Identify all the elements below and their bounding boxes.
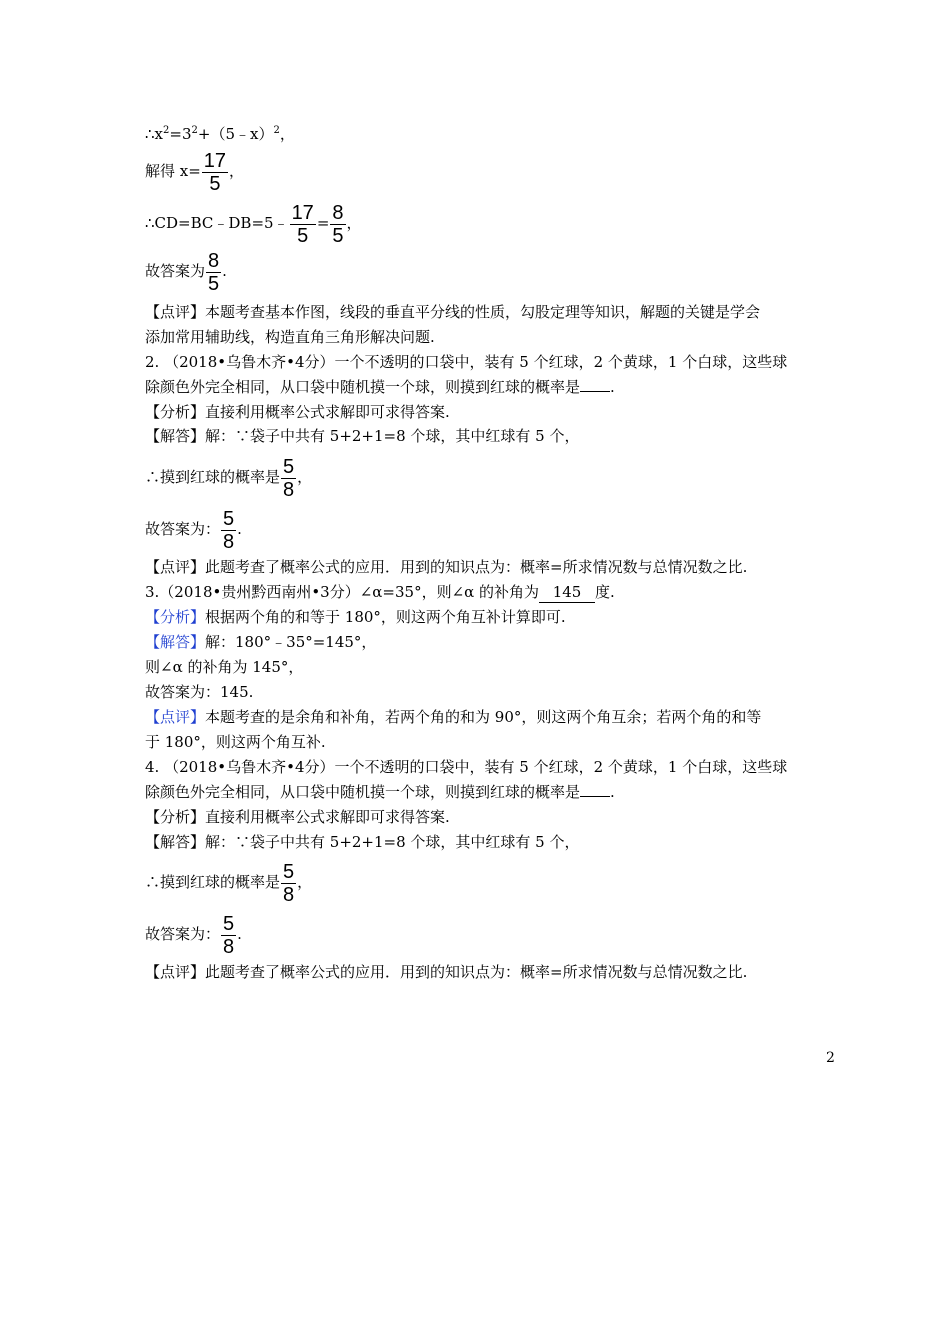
question-stem: 2. （2018•乌鲁木齐•4分）一个不透明的口袋中，装有 5 个红球，2 个黄球，1 个白球，这些球 <box>145 353 788 371</box>
equation-pythagoras: $\therefore x^2=3^2+(5﹣x)^2$， <box>145 125 295 143</box>
fraction: $\frac{17}{5}$ <box>203 149 227 195</box>
answer-line: 故答案为： $\frac{5}{8}$ . <box>145 507 242 553</box>
fraction: $\frac{5}{8}$ <box>223 912 235 958</box>
page-number: 2 <box>826 1050 835 1066</box>
analysis-text: 【分析】根据两个角的和等于 180°，则这两个角互补计算即可. <box>145 608 566 626</box>
analysis-text: 【分析】直接利用概率公式求解即可求得答案. <box>145 808 450 826</box>
review-text: 【点评】本题考查基本作图，线段的垂直平分线的性质，勾股定理等知识，解题的关键是学会 <box>145 303 761 321</box>
review-text: 【点评】此题考查了概率公式的应用．用到的知识点为：概率=所求情况数与总情况数之比. <box>145 558 748 576</box>
probability-line: ∴摸到红球的概率是 $\frac{5}{8}$ ， <box>145 860 313 906</box>
answer-underline: 145 <box>539 582 595 603</box>
fraction: $\frac{5}{8}$ <box>223 507 235 553</box>
solution-text: 【解答】解：180°﹣35°=145°， <box>145 633 377 651</box>
solution-text: 则∠α 的补角为 145°， <box>145 658 304 676</box>
equation-solve-x: 解得 x= $\frac{17}{5}$ ， <box>145 149 245 195</box>
answer-blank <box>580 377 610 392</box>
fraction: $\frac{8}{5}$ <box>208 249 220 295</box>
answer-line: 故答案为：145. <box>145 683 254 701</box>
equation-cd: ∴CD=BC﹣DB=5﹣ $\frac{17}{5}$ = $\frac{8}{5}$ ， <box>145 201 362 247</box>
review-tag: 【点评】 <box>145 708 206 726</box>
question-stem: 3.（2018•贵州黔西南州•3分）∠α=35°，则∠α 的补角为 145 度. <box>145 583 615 601</box>
answer-blank <box>580 782 610 797</box>
fraction: $\frac{5}{8}$ <box>283 860 295 906</box>
analysis-tag: 【分析】 <box>145 608 206 626</box>
fraction: $\frac{8}{5}$ <box>332 201 344 247</box>
question-stem: 除颜色外完全相同，从口袋中随机摸一个球，则摸到红球的概率是 . <box>145 378 615 396</box>
question-stem: 除颜色外完全相同，从口袋中随机摸一个球，则摸到红球的概率是 . <box>145 783 615 801</box>
review-text: 【点评】此题考查了概率公式的应用．用到的知识点为：概率=所求情况数与总情况数之比. <box>145 963 748 981</box>
review-text: 添加常用辅助线，构造直角三角形解决问题. <box>145 328 435 346</box>
answer-line: 故答案为 $\frac{8}{5}$ . <box>145 249 227 295</box>
solution-text: 【解答】解：∵袋子中共有 5+2+1=8 个球，其中红球有 5 个， <box>145 427 580 445</box>
fraction: $\frac{17}{5}$ <box>291 201 314 247</box>
review-text: 于 180°，则这两个角互补. <box>145 733 326 751</box>
question-stem: 4. （2018•乌鲁木齐•4分）一个不透明的口袋中，装有 5 个红球，2 个黄球，1 个白球，这些球 <box>145 758 788 776</box>
answer-line: 故答案为： $\frac{5}{8}$ . <box>145 912 242 958</box>
probability-line: ∴摸到红球的概率是 $\frac{5}{8}$ ， <box>145 455 313 501</box>
solution-text: 【解答】解：∵袋子中共有 5+2+1=8 个球，其中红球有 5 个， <box>145 833 580 851</box>
fraction: $\frac{5}{8}$ <box>283 455 295 501</box>
solution-tag: 【解答】 <box>145 633 206 651</box>
review-text: 【点评】本题考查的是余角和补角，若两个角的和为 90°，则这两个角互余；若两个角的和等 <box>145 708 762 726</box>
analysis-text: 【分析】直接利用概率公式求解即可求得答案. <box>145 403 450 421</box>
